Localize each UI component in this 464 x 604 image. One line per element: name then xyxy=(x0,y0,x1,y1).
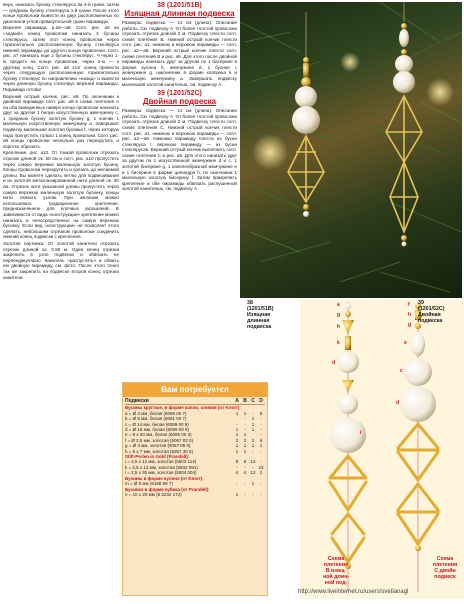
quantity-cell: 1 xyxy=(235,491,239,497)
table-header-cell: A xyxy=(233,399,241,405)
quantity-cell: - xyxy=(252,448,254,454)
caption-line: 38 xyxy=(247,300,253,306)
caption-line: подвеск xyxy=(434,574,456,580)
caption-line: Изящная xyxy=(247,312,271,318)
quantity-cell: 1 xyxy=(259,443,263,449)
caption-right xyxy=(418,300,445,324)
quantity-cell: - xyxy=(244,491,246,497)
quantity-cell: 23 xyxy=(258,464,264,470)
quantity-cell: - xyxy=(236,421,238,427)
quantity-cell: - xyxy=(236,464,238,470)
bead-label: a xyxy=(337,302,340,308)
quantity-cell: 1 xyxy=(235,427,239,433)
bead-label: h xyxy=(408,312,412,318)
instructions-column xyxy=(122,2,237,378)
quantity-cell: 2 xyxy=(243,437,247,443)
caption-line: подвеска xyxy=(247,324,272,330)
quantity-cell: 1 xyxy=(235,443,239,449)
material-label: f = Ø 2,5 мм, золотая (6057 02 0) xyxy=(125,437,194,443)
paragraph: Размеры: подвеска — 14 см (длина). Описание работы. См. подвеску А. От более толстой проволоки отрезать отрезок длиной 2 м. Подвеску плести согл. схеме плетения В. Нижний острый кончик плести согл. рис. а1, нижнюю и верхнюю пирамиды — согл. рис. а2—а8. Верхний острый кончик плести согл. схеме плетения В и рис. а9. Для этого после двойной пирамиды нанизать друг за другом по 1 бисерине в форме кулона h, жемчужине d, 1 бусине i, жемчужине g, наконечник в форме колпачка k и маленькую жемчужину a. Завершать подвеску маленькой золотой канителью, см. подвеску А. xyxy=(122,20,237,87)
quantity-cell: 1 xyxy=(243,443,247,449)
section-label: Бусинка в форме кубика (от Prandell): xyxy=(125,486,210,492)
caption-line: 39 xyxy=(418,300,424,306)
bead-label: i xyxy=(360,430,362,436)
section-code: 39 (1201/52C) xyxy=(157,90,202,98)
caption-line: Двойная xyxy=(418,312,441,318)
material-label: b = Ø 8 мм, белая (6081 00 7) xyxy=(125,416,187,422)
section-label: Бусины в форме кулона (от Knorr): xyxy=(125,475,204,481)
quantity-cell: - xyxy=(260,416,262,422)
quantity-cell: 6 xyxy=(243,459,247,465)
materials-box xyxy=(122,382,268,596)
table-row xyxy=(125,492,265,497)
quantity-cell: 1 xyxy=(251,421,255,427)
scheme-c-caption xyxy=(426,556,464,580)
quantity-cell: 1 xyxy=(235,432,239,438)
material-label: c = Ø 14 мм, белая (6089 00 9) xyxy=(125,421,189,427)
quantity-cell: 6 xyxy=(259,437,263,443)
bead-label: k xyxy=(337,340,340,346)
quantity-cell: - xyxy=(244,416,246,422)
quantity-cell: - xyxy=(260,421,262,427)
table-row xyxy=(125,470,265,475)
left-text-column xyxy=(3,2,119,592)
quantity-cell: 4 xyxy=(243,470,247,476)
caption-line: подвеска xyxy=(418,318,443,324)
caption-line: плетения xyxy=(432,562,458,568)
material-label: m = Ø 9 мм (6198 59 7) xyxy=(125,481,173,487)
quantity-cell: - xyxy=(236,481,238,487)
quantity-cell: - xyxy=(260,427,262,433)
table-header-cell: C xyxy=(249,399,257,405)
caption-line: длинная xyxy=(247,318,270,324)
watermark-url: http://www.liveinternet.ru/users/svetlanagl xyxy=(298,589,409,595)
quantity-cell: - xyxy=(244,464,246,470)
bead-label: d xyxy=(332,360,336,366)
material-label: h = 5 x 7 мм, золотая (6057 30 6) xyxy=(125,448,194,454)
material-label: d = Ø 18 мм, белая (6099 00 9) xyxy=(125,427,190,433)
ornaments-photo xyxy=(240,2,462,298)
quantity-cell: - xyxy=(252,410,254,416)
quantity-cell: - xyxy=(244,481,246,487)
caption-line: Схема xyxy=(327,556,345,562)
paragraph: Крепление, рис. а10. От тонкой проволоки отрезать отрезок длиной ок. 50 см и согл. рис. а10 пропустить через самую верхнюю маленькую золотую бусину. Концы проволоки перекрутить и срезать до желаемой длины. Вы можете сделать петлю для подвешивания и из золотой металлизированной нити длиной ок. 30 см. Отрезок нити указанной длины пропустить через самую верхнюю маленькую золотую бусинку, концы нити связать узлом. При желании можно использовать традиционное крепление, предназначенное для елочных украшений. В зависимости от вида «конструкции» крепление можно нанизать и непосредственно на самую верхнюю бусинку. Если вид «конструкции» не позволяет этого сделать, небольшим отрезком проволоки соединить нижний конец подвески с крепления. xyxy=(3,150,119,240)
caption-line: ной длин- xyxy=(322,574,350,580)
quantity-cell: 12 xyxy=(250,459,256,465)
caption-line: Схема xyxy=(436,556,454,562)
paragraph: верх, нанизать бусину стекляруса 3а 4-й грани, затем — среднюю бусину стекляруса 1-й грани. После этого конце проволоки вывести из двух расположенных по диагонали углов прямоугольной грани пирамиды. xyxy=(3,2,119,24)
quantity-cell: 1 xyxy=(243,448,247,454)
material-label: a = Ø 4 мм, белая (6068 00 7) xyxy=(125,410,187,416)
section-code: 38 (1201/51B) xyxy=(157,2,202,9)
material-label: l = 2,5 x 30 мм, золотая (5504 004) xyxy=(125,470,197,476)
quantity-cell: - xyxy=(260,459,262,465)
quantity-cell: 1 xyxy=(243,432,247,438)
caption-line: (1201/52C) xyxy=(418,306,445,312)
materials-title: Вам потребуется xyxy=(123,383,267,397)
quantity-cell: - xyxy=(252,464,254,470)
material-label: k = 2,5 x 13 мм, золотая (5502 091) xyxy=(125,464,198,470)
quantity-cell: - xyxy=(260,432,262,438)
table-header-cell: D xyxy=(257,399,265,405)
caption-line: С двойн xyxy=(434,568,456,574)
quantity-cell: 12 xyxy=(250,470,256,476)
caption-line: В изящ- xyxy=(325,568,347,574)
section-label: Stift-Perlen in Gold (Prandell): xyxy=(125,454,190,460)
section-label: Бусины круглые, в форме капли, оливки (от Knorr): xyxy=(125,405,241,411)
material-label: i = 2,5 x 12 мм, золотая (5503 114) xyxy=(125,459,197,465)
caption-line: (1201/51B) xyxy=(247,306,274,312)
quantity-cell: 1 xyxy=(251,443,255,449)
quantity-cell: 1 xyxy=(235,448,239,454)
quantity-cell: - xyxy=(260,491,262,497)
quantity-cell: 1 xyxy=(251,481,255,487)
quantity-cell: 5 xyxy=(259,410,263,416)
caption-left xyxy=(247,300,274,330)
quantity-cell: 2 xyxy=(235,437,239,443)
quantity-cell: 4 xyxy=(235,470,239,476)
material-label: g = Ø 3 мм, золотая (6057 08 0) xyxy=(125,443,191,449)
bead-label: f xyxy=(408,302,410,308)
quantity-cell: 1 xyxy=(251,416,255,422)
caption-line: плетения xyxy=(323,562,349,568)
quantity-cell: - xyxy=(260,481,262,487)
quantity-cell: 2 xyxy=(259,470,263,476)
quantity-cell: 2 xyxy=(251,437,255,443)
table-header-cell: B xyxy=(241,399,249,405)
bead-label: e xyxy=(404,340,407,346)
paragraph: Верхняя пирамида, р.а6—а8. Согл. рис. а6 на «задний» конец проволоки нанизать 2 бусины стекляруса, затем этот конец проволоки через горизонтально расположенную бусину стекляруса нижней пирамиды до другого конца проволоки. Согл. рис. а7 нанизать еще 2 бусины стеклярус. Ч через 1-ю продеть на конце проволоки, через 2-ю — к другому конц. Согл. рис. а8 этот конец провести через следующую расположенную горизонтально бусину стеклярус по направлению «назад» и вывести через длинную бусину стеклярус верхней пирамиды. Пирамида готова! xyxy=(3,25,119,92)
quantity-cell: - xyxy=(244,427,246,433)
caption-line: ной под- xyxy=(324,580,348,586)
quantity-cell: - xyxy=(252,491,254,497)
quantity-cell: 1 xyxy=(251,427,255,433)
quantity-cell: 1 xyxy=(243,410,247,416)
quantity-cell: 1 xyxy=(235,410,239,416)
paragraph: Золотая паутинка. От золотой канители отрезать отрезок длиной ок. 0,50 м. Один конец отрезка закрепить в узле подвески и обвязать ее перпендикулярно. Канитель «распустить» и обвить ею двойную пирамиду, см. фото. После этого точно так же закрепить на подвеске второй конец отрезка канители. xyxy=(3,240,119,280)
bead-label: h xyxy=(337,324,341,330)
bead-label: c xyxy=(400,368,403,374)
bead-label: g xyxy=(408,322,412,328)
section-title: Изящная длинная подвеска xyxy=(124,8,235,18)
bead-label: d xyxy=(396,400,400,406)
paragraph: Размеры: подвеска — 14 см (длина). Описание работы. См. подвеску А. От более толстой проволоки отрезать отрезок длиной 2 м. Подвеску плести согл. схеме плетения С. Нижний острый кончик плести согл. рис. а1, нижнюю и верхнюю пирамиды — согл. рис. а2—а8. Нижнюю пирамиду плести из бусин стекляруса l, верхнюю пирамиду — из бусин стеклярусаk. Верхний острый кончик выполнить согл. схеме плетения С и рис. а9. Для этого нанизать друг за другом по 1 искусственной жемчужине d и c, 1 золотой бисерине g, 1 капелеобразной жемчужине e и 1 бисерине в форме цилиндра h, по окончании 1 маленькую золотую бисерину f. Затем прикрепить крепление и обе пирамиды обвязать распушенной золотой канителью, см. подвеску А. xyxy=(122,108,237,192)
section-title: Двойная подвеска xyxy=(142,96,217,106)
table-header-cell: Подвески xyxy=(125,399,233,405)
scheme-diagram xyxy=(300,300,464,599)
weaving-schemes xyxy=(300,300,464,599)
bead-label: g xyxy=(337,312,341,318)
material-label: e = 8 x 20 мм, белая (6095 00 3) xyxy=(125,432,192,438)
material-label: n = 10 x 20 мм (5 2232 174) xyxy=(125,491,182,497)
scheme-b-caption xyxy=(318,556,354,586)
quantity-cell: 8 xyxy=(235,459,239,465)
materials-table xyxy=(125,399,265,497)
quantity-cell: - xyxy=(260,448,262,454)
paragraph: Верхний острый кончик, рис. а9. По окончании к двойной пирамиде согл. рис. а9 в схеме плетения А на оба выведенных наверх конца проволоки нанизать друг за другом 1 белую искусственную жемчужину с, 1 среднюю бусину золотую бусину g, 1 кончик 1 маленькую искусственную жемчужину a. Завершает подвеску маленькая золотая бусинка f, через которую надо пропустить только 1 конец проволоки. Согл. рис. а9 концы проволоки несколько раз перекрутить и коротко обрезать. xyxy=(3,93,119,149)
quantity-cell: - xyxy=(244,421,246,427)
photo-illustration xyxy=(240,2,462,298)
